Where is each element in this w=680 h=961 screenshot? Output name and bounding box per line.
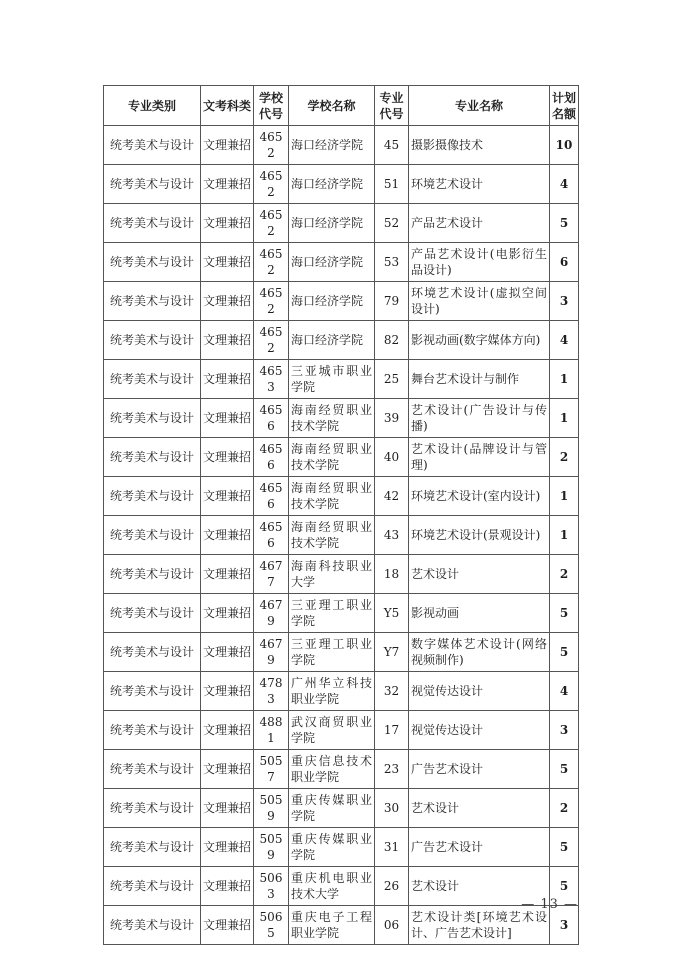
- table-cell: 4656: [254, 477, 289, 516]
- table-cell: 4679: [254, 594, 289, 633]
- table-cell: 艺术设计(品牌设计与管理): [409, 438, 550, 477]
- table-cell: 5: [550, 750, 579, 789]
- table-cell: 51: [375, 165, 409, 204]
- table-cell: 53: [375, 243, 409, 282]
- table-cell: 艺术设计: [409, 789, 550, 828]
- table-cell: 统考美术与设计: [104, 360, 201, 399]
- table-cell: 4: [550, 165, 579, 204]
- table-cell: 文理兼招: [201, 555, 254, 594]
- table-cell: 统考美术与设计: [104, 672, 201, 711]
- table-row: [104, 555, 579, 594]
- table-cell: 统考美术与设计: [104, 828, 201, 867]
- table-cell: 4881: [254, 711, 289, 750]
- table-cell: 海口经济学院: [289, 165, 375, 204]
- table-cell: 3: [550, 906, 579, 945]
- table-cell: 4: [550, 672, 579, 711]
- table-cell: 艺术设计类[环境艺术设计、广告艺术设计]: [409, 906, 550, 945]
- page-number: — 13 —: [521, 897, 578, 912]
- table-cell: 17: [375, 711, 409, 750]
- table-cell: 统考美术与设计: [104, 477, 201, 516]
- table-cell: 3: [550, 711, 579, 750]
- table-cell: 产品艺术设计(电影衍生品设计): [409, 243, 550, 282]
- table-cell: 舞台艺术设计与制作: [409, 360, 550, 399]
- table-cell: 79: [375, 282, 409, 321]
- table-cell: 海南经贸职业技术学院: [289, 477, 375, 516]
- table-cell: 文理兼招: [201, 282, 254, 321]
- table-cell: 影视动画(数字媒体方向): [409, 321, 550, 360]
- table-cell: 1: [550, 399, 579, 438]
- table-cell: 海口经济学院: [289, 126, 375, 165]
- table-cell: 43: [375, 516, 409, 555]
- table-row: [104, 126, 579, 165]
- table-cell: 32: [375, 672, 409, 711]
- table-cell: 文理兼招: [201, 633, 254, 672]
- table-cell: 文理兼招: [201, 399, 254, 438]
- table-row: [104, 828, 579, 867]
- table-cell: 39: [375, 399, 409, 438]
- table-cell: 文理兼招: [201, 321, 254, 360]
- table-row: [104, 750, 579, 789]
- table-cell: 广告艺术设计: [409, 828, 550, 867]
- table-cell: 1: [550, 516, 579, 555]
- admission-plan-table: [103, 85, 579, 945]
- table-cell: 5: [550, 828, 579, 867]
- table-cell: 统考美术与设计: [104, 906, 201, 945]
- table-cell: 25: [375, 360, 409, 399]
- table-cell: 文理兼招: [201, 204, 254, 243]
- table-cell: 艺术设计(广告设计与传播): [409, 399, 550, 438]
- table-row: [104, 633, 579, 672]
- table-cell: 4652: [254, 204, 289, 243]
- table-cell: 4679: [254, 633, 289, 672]
- table-cell: 海南经贸职业技术学院: [289, 516, 375, 555]
- table-cell: 4677: [254, 555, 289, 594]
- table-cell: 文理兼招: [201, 243, 254, 282]
- table-cell: 海口经济学院: [289, 243, 375, 282]
- table-row: [104, 672, 579, 711]
- table-cell: 10: [550, 126, 579, 165]
- table-cell: 视觉传达设计: [409, 672, 550, 711]
- table-cell: 30: [375, 789, 409, 828]
- table-cell: 5065: [254, 906, 289, 945]
- table-cell: 52: [375, 204, 409, 243]
- table-cell: 统考美术与设计: [104, 750, 201, 789]
- table-cell: 文理兼招: [201, 867, 254, 906]
- table-row: [104, 594, 579, 633]
- table-cell: 海南经贸职业技术学院: [289, 438, 375, 477]
- table-header-row: [104, 86, 579, 126]
- table-cell: 产品艺术设计: [409, 204, 550, 243]
- table-cell: 4656: [254, 438, 289, 477]
- table-cell: 文理兼招: [201, 360, 254, 399]
- table-row: [104, 399, 579, 438]
- table-cell: 4652: [254, 126, 289, 165]
- table-cell: 4656: [254, 399, 289, 438]
- table-row: [104, 516, 579, 555]
- table-cell: 5063: [254, 867, 289, 906]
- table-cell: 统考美术与设计: [104, 165, 201, 204]
- table-cell: 重庆机电职业技术大学: [289, 867, 375, 906]
- table-cell: 环境艺术设计(虚拟空间设计): [409, 282, 550, 321]
- table-cell: 重庆传媒职业学院: [289, 828, 375, 867]
- table-cell: 统考美术与设计: [104, 399, 201, 438]
- column-header-school-code: 学校代号: [254, 86, 289, 126]
- table-cell: 1: [550, 360, 579, 399]
- column-header-school-name: 学校名称: [289, 86, 375, 126]
- table-cell: 环境艺术设计(室内设计): [409, 477, 550, 516]
- table-cell: 文理兼招: [201, 906, 254, 945]
- table-cell: 2: [550, 789, 579, 828]
- table-cell: 统考美术与设计: [104, 633, 201, 672]
- column-header-major-category: 专业类别: [104, 86, 201, 126]
- table-cell: 5059: [254, 789, 289, 828]
- table-cell: 文理兼招: [201, 711, 254, 750]
- table-cell: 5059: [254, 828, 289, 867]
- table-cell: 武汉商贸职业学院: [289, 711, 375, 750]
- table-cell: 2: [550, 438, 579, 477]
- table-cell: 海口经济学院: [289, 204, 375, 243]
- table-cell: 海口经济学院: [289, 321, 375, 360]
- table-cell: 26: [375, 867, 409, 906]
- table-cell: 40: [375, 438, 409, 477]
- table-cell: 文理兼招: [201, 516, 254, 555]
- table-cell: 海南科技职业大学: [289, 555, 375, 594]
- table-cell: 三亚城市职业学院: [289, 360, 375, 399]
- column-header-major-code: 专业代号: [375, 86, 409, 126]
- table-cell: 1: [550, 477, 579, 516]
- table-cell: 海口经济学院: [289, 282, 375, 321]
- table-cell: 5: [550, 594, 579, 633]
- table-cell: 文理兼招: [201, 672, 254, 711]
- table-cell: 数字媒体艺术设计(网络视频制作): [409, 633, 550, 672]
- table-cell: 6: [550, 243, 579, 282]
- admission-plan-table-wrap: [103, 85, 578, 945]
- table-cell: 31: [375, 828, 409, 867]
- table-row: [104, 360, 579, 399]
- table-cell: 统考美术与设计: [104, 555, 201, 594]
- table-cell: 影视动画: [409, 594, 550, 633]
- table-cell: 文理兼招: [201, 594, 254, 633]
- column-header-planned-quota: 计划名额: [550, 86, 579, 126]
- table-cell: 艺术设计: [409, 867, 550, 906]
- table-cell: 4656: [254, 516, 289, 555]
- table-cell: 82: [375, 321, 409, 360]
- table-cell: 2: [550, 555, 579, 594]
- table-cell: 三亚理工职业学院: [289, 633, 375, 672]
- table-row: [104, 204, 579, 243]
- table-cell: 统考美术与设计: [104, 204, 201, 243]
- table-cell: 摄影摄像技术: [409, 126, 550, 165]
- table-cell: 艺术设计: [409, 555, 550, 594]
- table-cell: 统考美术与设计: [104, 282, 201, 321]
- table-cell: 4783: [254, 672, 289, 711]
- table-cell: 4: [550, 321, 579, 360]
- table-row: [104, 321, 579, 360]
- table-cell: 5: [550, 204, 579, 243]
- table-cell: 42: [375, 477, 409, 516]
- table-row: [104, 711, 579, 750]
- table-cell: Y5: [375, 594, 409, 633]
- column-header-exam-category: 文考科类: [201, 86, 254, 126]
- table-cell: 4652: [254, 165, 289, 204]
- table-cell: 统考美术与设计: [104, 711, 201, 750]
- table-cell: 环境艺术设计(景观设计): [409, 516, 550, 555]
- table-cell: 文理兼招: [201, 438, 254, 477]
- table-cell: 18: [375, 555, 409, 594]
- table-cell: 统考美术与设计: [104, 516, 201, 555]
- table-cell: Y7: [375, 633, 409, 672]
- table-cell: 重庆电子工程职业学院: [289, 906, 375, 945]
- table-cell: 统考美术与设计: [104, 321, 201, 360]
- table-body: [104, 126, 579, 945]
- table-cell: 4653: [254, 360, 289, 399]
- table-cell: 统考美术与设计: [104, 243, 201, 282]
- table-cell: 广州华立科技职业学院: [289, 672, 375, 711]
- table-cell: 文理兼招: [201, 165, 254, 204]
- table-cell: 5: [550, 633, 579, 672]
- table-cell: 23: [375, 750, 409, 789]
- table-cell: 06: [375, 906, 409, 945]
- table-cell: 3: [550, 282, 579, 321]
- table-cell: 4652: [254, 321, 289, 360]
- table-cell: 4652: [254, 282, 289, 321]
- table-cell: 4652: [254, 243, 289, 282]
- table-cell: 海南经贸职业技术学院: [289, 399, 375, 438]
- table-cell: 统考美术与设计: [104, 438, 201, 477]
- table-cell: 重庆信息技术职业学院: [289, 750, 375, 789]
- table-cell: 统考美术与设计: [104, 126, 201, 165]
- table-cell: 文理兼招: [201, 477, 254, 516]
- table-cell: 统考美术与设计: [104, 594, 201, 633]
- table-cell: 文理兼招: [201, 126, 254, 165]
- table-cell: 45: [375, 126, 409, 165]
- table-row: [104, 438, 579, 477]
- table-cell: 环境艺术设计: [409, 165, 550, 204]
- table-header: [104, 86, 579, 126]
- table-cell: 视觉传达设计: [409, 711, 550, 750]
- table-cell: 文理兼招: [201, 750, 254, 789]
- table-cell: 5057: [254, 750, 289, 789]
- table-cell: 统考美术与设计: [104, 789, 201, 828]
- table-row: [104, 282, 579, 321]
- table-row: [104, 165, 579, 204]
- table-row: [104, 789, 579, 828]
- table-cell: 重庆传媒职业学院: [289, 789, 375, 828]
- table-cell: 统考美术与设计: [104, 867, 201, 906]
- table-cell: 广告艺术设计: [409, 750, 550, 789]
- table-row: [104, 477, 579, 516]
- table-cell: 文理兼招: [201, 828, 254, 867]
- table-cell: 文理兼招: [201, 789, 254, 828]
- column-header-major-name: 专业名称: [409, 86, 550, 126]
- table-cell: 三亚理工职业学院: [289, 594, 375, 633]
- table-cell: 5: [550, 867, 579, 906]
- table-row: [104, 243, 579, 282]
